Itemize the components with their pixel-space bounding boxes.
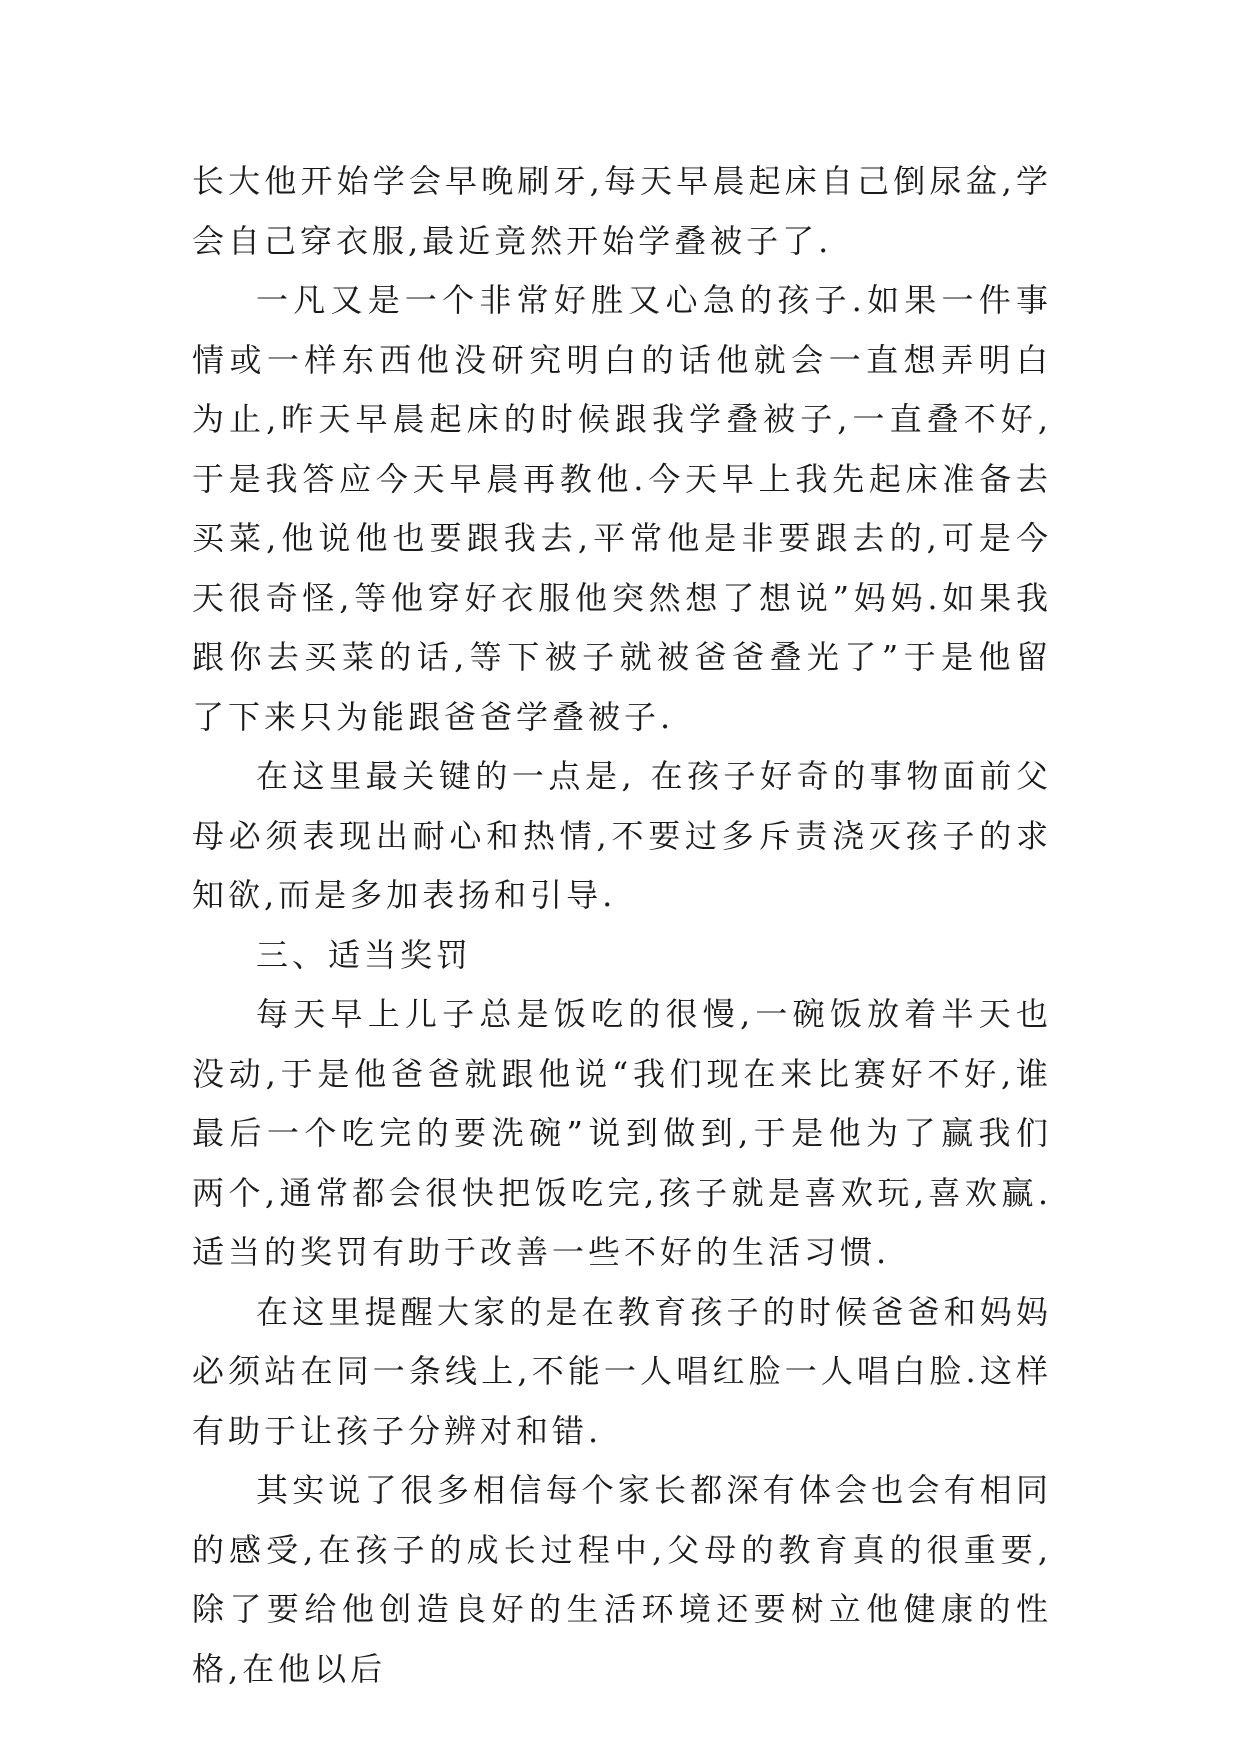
- paragraph-4: 每天早上儿子总是饭吃的很慢,一碗饭放着半天也没动,于是他爸爸就跟他说“我们现在来比赛好不好,谁最后一个吃完的要洗碗”说到做到,于是他为了赢我们两个,通常都会很快把饭吃完,孩子就是喜欢玩,喜欢赢.适当的奖罚有助于改善一些不好的生活习惯.: [192, 995, 1052, 1271]
- paragraph-6: 其实说了很多相信每个家长都深有体会也会有相同的感受,在孩子的成长过程中,父母的教育真的很重要,除了要给他创造良好的生活环境还要树立他健康的性格,在他以后: [192, 1471, 1052, 1688]
- paragraph-2: 一凡又是一个非常好胜又心急的孩子.如果一件事情或一样东西他没研究明白的话他就会一直想弄明白为止,昨天早晨起床的时候跟我学叠被子,一直叠不好,于是我答应今天早晨再教他.今天早上我先起床准备去买菜,他说他也要跟我去,平常他是非要跟去的,可是今天很奇怪,等他穿好衣服他突然想了想说”妈妈.如果我跟你去买菜的话,等下被子就被爸爸叠光了”于是他留了下来只为能跟爸爸学叠被子.: [192, 281, 1052, 736]
- paragraph-1: 长大他开始学会早晚刷牙,每天早晨起床自己倒尿盆,学会自己穿衣服,最近竟然开始学叠被子了.: [192, 162, 1052, 260]
- paragraph-3: 在这里最关键的一点是, 在孩子好奇的事物面前父母必须表现出耐心和热情,不要过多斥责浇灭孩子的求知欲,而是多加表扬和引导.: [192, 757, 1052, 914]
- paragraph-5: 在这里提醒大家的是在教育孩子的时候爸爸和妈妈必须站在同一条线上,不能一人唱红脸一人唱白脸.这样有助于让孩子分辨对和错.: [192, 1292, 1052, 1450]
- document-body: [192, 152, 1052, 1699]
- section-heading: 三、适当奖罚: [256, 935, 473, 974]
